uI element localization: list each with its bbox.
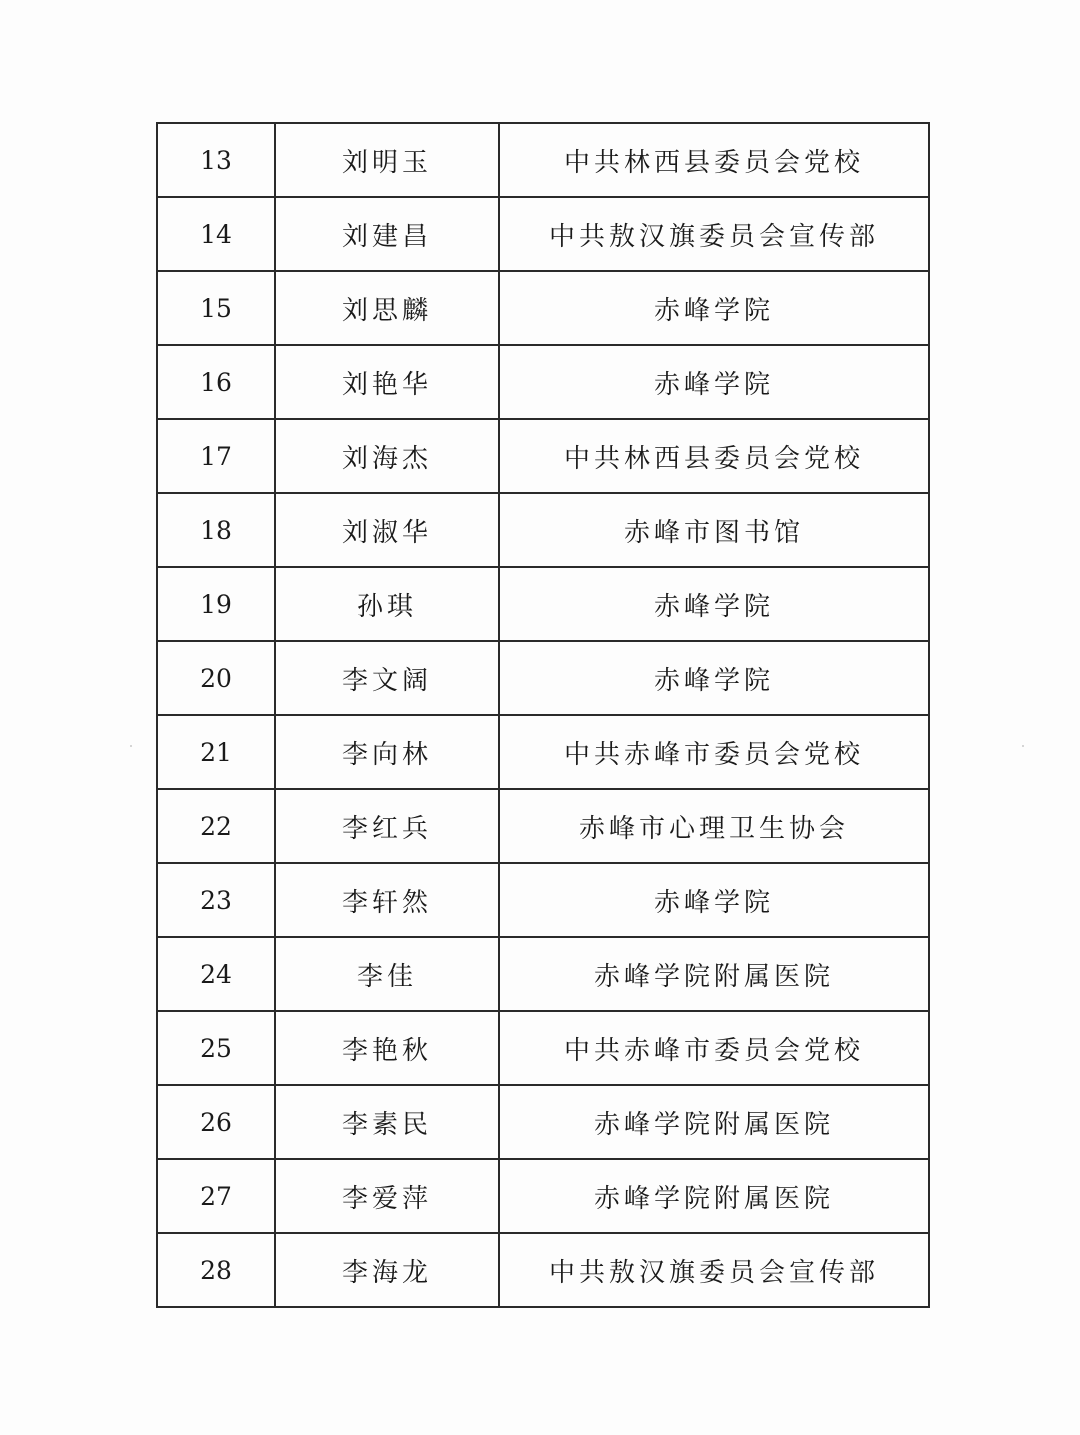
table-row bbox=[157, 1233, 929, 1307]
table-row bbox=[157, 567, 929, 641]
row-number-cell: 16 bbox=[157, 345, 275, 419]
table-row bbox=[157, 493, 929, 567]
table-row bbox=[157, 863, 929, 937]
name-cell: 刘明玉 bbox=[275, 123, 499, 197]
organization-cell: 赤峰学院 bbox=[499, 567, 929, 641]
organization-cell: 中共林西县委员会党校 bbox=[499, 419, 929, 493]
organization-cell: 中共赤峰市委员会党校 bbox=[499, 715, 929, 789]
name-cell: 李佳 bbox=[275, 937, 499, 1011]
organization-cell: 赤峰学院 bbox=[499, 641, 929, 715]
organization-cell: 赤峰学院附属医院 bbox=[499, 937, 929, 1011]
table-row bbox=[157, 715, 929, 789]
row-number-cell: 24 bbox=[157, 937, 275, 1011]
name-cell: 孙琪 bbox=[275, 567, 499, 641]
name-cell: 李文阔 bbox=[275, 641, 499, 715]
organization-cell: 中共敖汉旗委员会宣传部 bbox=[499, 197, 929, 271]
table-row bbox=[157, 641, 929, 715]
table-row bbox=[157, 1159, 929, 1233]
table-row bbox=[157, 937, 929, 1011]
organization-cell: 赤峰市图书馆 bbox=[499, 493, 929, 567]
name-cell: 李艳秋 bbox=[275, 1011, 499, 1085]
organization-cell: 中共林西县委员会党校 bbox=[499, 123, 929, 197]
organization-cell: 赤峰学院 bbox=[499, 863, 929, 937]
row-number-cell: 27 bbox=[157, 1159, 275, 1233]
roster-table bbox=[156, 122, 930, 1308]
scan-speck bbox=[130, 745, 132, 747]
table-row bbox=[157, 197, 929, 271]
organization-cell: 赤峰学院 bbox=[499, 345, 929, 419]
table-row bbox=[157, 271, 929, 345]
table-row bbox=[157, 1085, 929, 1159]
name-cell: 李轩然 bbox=[275, 863, 499, 937]
name-cell: 刘艳华 bbox=[275, 345, 499, 419]
row-number-cell: 15 bbox=[157, 271, 275, 345]
row-number-cell: 20 bbox=[157, 641, 275, 715]
name-cell: 刘思麟 bbox=[275, 271, 499, 345]
name-cell: 刘建昌 bbox=[275, 197, 499, 271]
table-row bbox=[157, 789, 929, 863]
row-number-cell: 26 bbox=[157, 1085, 275, 1159]
row-number-cell: 19 bbox=[157, 567, 275, 641]
row-number-cell: 23 bbox=[157, 863, 275, 937]
name-cell: 李红兵 bbox=[275, 789, 499, 863]
table-row bbox=[157, 345, 929, 419]
row-number-cell: 28 bbox=[157, 1233, 275, 1307]
name-cell: 刘海杰 bbox=[275, 419, 499, 493]
organization-cell: 赤峰学院附属医院 bbox=[499, 1085, 929, 1159]
row-number-cell: 25 bbox=[157, 1011, 275, 1085]
row-number-cell: 18 bbox=[157, 493, 275, 567]
organization-cell: 赤峰学院 bbox=[499, 271, 929, 345]
table-row bbox=[157, 123, 929, 197]
row-number-cell: 14 bbox=[157, 197, 275, 271]
roster-table-body bbox=[157, 123, 929, 1307]
organization-cell: 中共敖汉旗委员会宣传部 bbox=[499, 1233, 929, 1307]
table-row bbox=[157, 1011, 929, 1085]
organization-cell: 赤峰市心理卫生协会 bbox=[499, 789, 929, 863]
row-number-cell: 17 bbox=[157, 419, 275, 493]
table-row bbox=[157, 419, 929, 493]
name-cell: 李向林 bbox=[275, 715, 499, 789]
row-number-cell: 13 bbox=[157, 123, 275, 197]
organization-cell: 赤峰学院附属医院 bbox=[499, 1159, 929, 1233]
row-number-cell: 21 bbox=[157, 715, 275, 789]
organization-cell: 中共赤峰市委员会党校 bbox=[499, 1011, 929, 1085]
name-cell: 李素民 bbox=[275, 1085, 499, 1159]
scan-speck bbox=[1022, 745, 1024, 747]
row-number-cell: 22 bbox=[157, 789, 275, 863]
name-cell: 李海龙 bbox=[275, 1233, 499, 1307]
name-cell: 李爱萍 bbox=[275, 1159, 499, 1233]
name-cell: 刘淑华 bbox=[275, 493, 499, 567]
